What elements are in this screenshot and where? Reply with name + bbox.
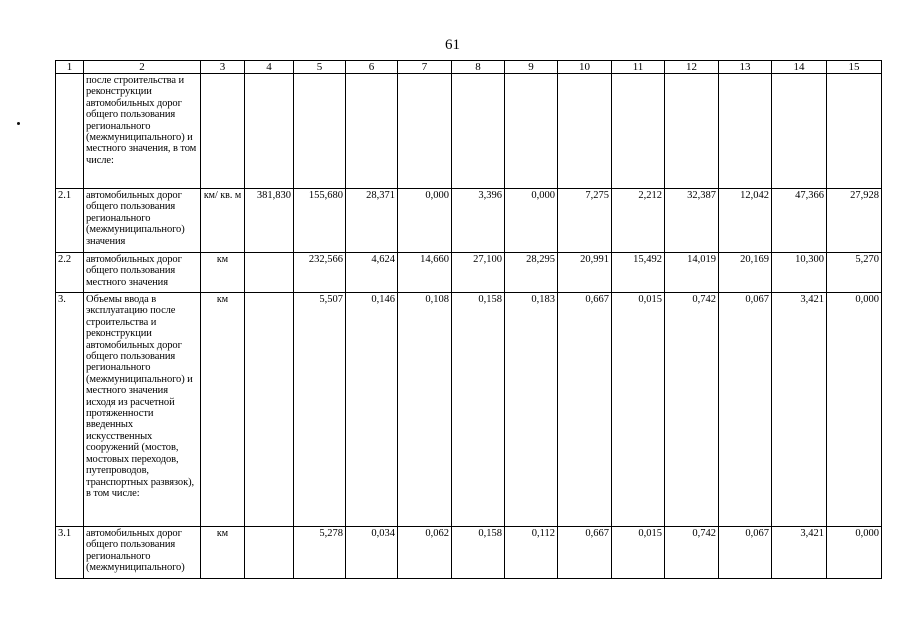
value-cell (665, 74, 719, 189)
value-cell (245, 293, 294, 527)
value-cell: 32,387 (665, 189, 719, 253)
value-cell: 14,660 (398, 253, 452, 293)
value-cell: 28,295 (505, 253, 558, 293)
value-cell: 0,067 (719, 293, 772, 527)
header-cell: 14 (772, 61, 827, 74)
row-number: 2.1 (56, 189, 84, 253)
header-cell: 4 (245, 61, 294, 74)
value-cell (772, 74, 827, 189)
value-cell: 12,042 (719, 189, 772, 253)
value-cell (719, 74, 772, 189)
header-cell: 6 (346, 61, 398, 74)
value-cell: 0,034 (346, 527, 398, 579)
value-cell (505, 74, 558, 189)
value-cell: 0,067 (719, 527, 772, 579)
value-cell (245, 253, 294, 293)
row-number: 3. (56, 293, 84, 527)
value-cell: 0,183 (505, 293, 558, 527)
header-cell: 3 (201, 61, 245, 74)
table-row (56, 253, 882, 293)
value-cell: 232,566 (294, 253, 346, 293)
header-row (56, 61, 882, 74)
value-cell: 0,062 (398, 527, 452, 579)
data-table (55, 60, 882, 579)
header-cell: 8 (452, 61, 505, 74)
value-cell: 47,366 (772, 189, 827, 253)
row-unit (201, 74, 245, 189)
row-name: автомобильных дорог общего пользования регионального (межмуниципального) (84, 527, 201, 579)
value-cell (245, 74, 294, 189)
value-cell (827, 74, 882, 189)
value-cell: 0,158 (452, 527, 505, 579)
table-row (56, 527, 882, 579)
header-cell: 5 (294, 61, 346, 74)
value-cell (558, 74, 612, 189)
header-cell: 7 (398, 61, 452, 74)
value-cell: 0,000 (827, 293, 882, 527)
row-unit: км (201, 293, 245, 527)
value-cell: 28,371 (346, 189, 398, 253)
value-cell: 3,421 (772, 527, 827, 579)
row-unit: км/ кв. м (201, 189, 245, 253)
value-cell: 0,146 (346, 293, 398, 527)
table-row (56, 189, 882, 253)
row-name: после строительства и реконструкции автомобильных дорог общего пользования регионального (межмуниципального) и местного значения, в том числе: (84, 74, 201, 189)
header-cell: 15 (827, 61, 882, 74)
value-cell: 14,019 (665, 253, 719, 293)
value-cell: 0,112 (505, 527, 558, 579)
row-unit: км (201, 253, 245, 293)
margin-dot (17, 122, 20, 125)
value-cell (612, 74, 665, 189)
value-cell: 0,667 (558, 293, 612, 527)
value-cell (245, 527, 294, 579)
value-cell (346, 74, 398, 189)
value-cell: 5,507 (294, 293, 346, 527)
header-cell: 1 (56, 61, 84, 74)
row-number: 3.1 (56, 527, 84, 579)
row-unit: км (201, 527, 245, 579)
value-cell: 15,492 (612, 253, 665, 293)
value-cell: 0,000 (827, 527, 882, 579)
value-cell: 0,742 (665, 527, 719, 579)
value-cell: 10,300 (772, 253, 827, 293)
value-cell: 0,000 (398, 189, 452, 253)
value-cell: 20,991 (558, 253, 612, 293)
value-cell: 3,421 (772, 293, 827, 527)
value-cell: 5,278 (294, 527, 346, 579)
table-row (56, 293, 882, 527)
value-cell: 155,680 (294, 189, 346, 253)
value-cell: 4,624 (346, 253, 398, 293)
value-cell: 0,158 (452, 293, 505, 527)
header-cell: 2 (84, 61, 201, 74)
row-number (56, 74, 84, 189)
table-row (56, 74, 882, 189)
row-name: автомобильных дорог общего пользования местного значения (84, 253, 201, 293)
value-cell: 0,108 (398, 293, 452, 527)
value-cell: 3,396 (452, 189, 505, 253)
value-cell: 381,830 (245, 189, 294, 253)
value-cell (398, 74, 452, 189)
value-cell: 2,212 (612, 189, 665, 253)
value-cell: 7,275 (558, 189, 612, 253)
row-number: 2.2 (56, 253, 84, 293)
header-cell: 12 (665, 61, 719, 74)
value-cell: 27,928 (827, 189, 882, 253)
value-cell: 0,667 (558, 527, 612, 579)
value-cell: 20,169 (719, 253, 772, 293)
value-cell: 0,015 (612, 527, 665, 579)
row-name: автомобильных дорог общего пользования регионального (межмуниципального) значения (84, 189, 201, 253)
row-name: Объемы ввода в эксплуатацию после строительства и реконструкции автомобильных дорог общего пользования регионального (межмуниципального) и местного значения исходя из расчетной протяженности введенных искусственных сооружений (мостов, мостовых переходов, путепроводов, транспортных развязок), в том числе: (84, 293, 201, 527)
value-cell: 0,000 (505, 189, 558, 253)
value-cell: 5,270 (827, 253, 882, 293)
value-cell (294, 74, 346, 189)
header-cell: 10 (558, 61, 612, 74)
page-number: 61 (445, 37, 460, 53)
header-cell: 11 (612, 61, 665, 74)
value-cell: 0,015 (612, 293, 665, 527)
header-cell: 9 (505, 61, 558, 74)
value-cell (452, 74, 505, 189)
value-cell: 27,100 (452, 253, 505, 293)
header-cell: 13 (719, 61, 772, 74)
value-cell: 0,742 (665, 293, 719, 527)
